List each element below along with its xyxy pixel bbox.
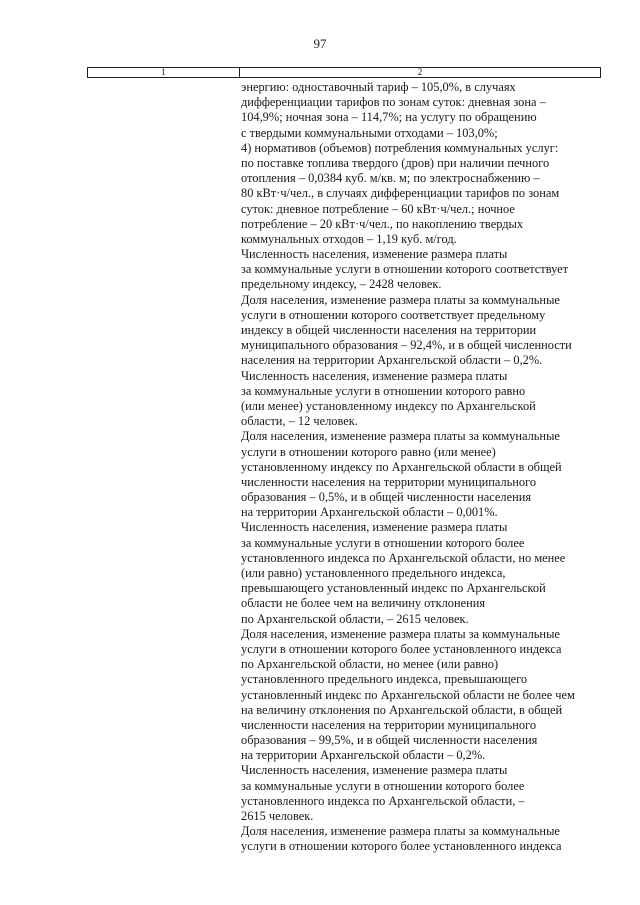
text-line: Доля населения, изменение размера платы за коммунальные [241,292,560,307]
text-line: за коммунальные услуги в отношении которого соответствует [241,262,569,277]
text-line: по Архангельской области, – 2615 человек. [241,611,469,626]
text-line: по Архангельской области, но менее (или равно) [241,657,499,672]
text-line: потребление – 20 кВт·ч/чел., по накоплению твердых [241,216,524,231]
text-line: 4) нормативов (объемов) потребления коммунальных услуг: [241,140,559,155]
text-line: населения на территории Архангельской области – 0,2%. [241,353,543,368]
text-line: Численность населения, изменение размера платы [241,368,508,383]
table-header-col-2: 2 [417,67,423,77]
text-line: 80 кВт·ч/чел., в случаях дифференциации тарифов по зонам [241,186,560,201]
text-line: услуги в отношении которого более установленного индекса [241,839,562,854]
page-number: 97 [313,36,327,51]
text-line: на величину отклонения по Архангельской области, в общей [241,702,563,717]
text-line: численности населения на территории муниципального [241,717,537,732]
text-line: Доля населения, изменение размера платы за коммунальные [241,824,560,839]
text-line: дифференциации тарифов по зонам суток: дневная зона – [241,95,546,110]
text-line: установленного предельного индекса, превышающего [241,672,528,687]
text-line: установленный индекс по Архангельской области не более чем [241,687,575,702]
text-line: (или менее) установленному индексу по Архангельской [241,398,536,413]
text-column [241,80,601,855]
text-line: 2615 человек. [241,809,314,823]
text-line: энергию: одноставочный тариф – 105,0%, в случаях [241,80,516,94]
text-line: суток: дневное потребление – 60 кВт·ч/чел.; ночное [241,201,515,216]
text-line: установленного индекса по Архангельской области, – [241,793,525,808]
text-line: области не более чем на величину отклонения [241,596,486,611]
text-line: образования – 0,5%, и в общей численности населения [241,490,532,505]
text-line: отопления – 0,0384 куб. м/кв. м; по электроснабжению – [241,171,540,186]
table-header-col-1: 1 [88,68,240,77]
text-line: Численность населения, изменение размера платы [241,763,508,778]
text-line: по поставке топлива твердого (дров) при наличии печного [241,155,550,170]
text-line: установленному индексу по Архангельской области в общей [241,459,562,474]
text-line: Численность населения, изменение размера платы [241,520,508,535]
table-header-row [87,67,601,78]
text-line: на территории Архангельской области – 0,2%. [241,748,486,763]
text-line: коммунальных отходов – 1,19 куб. м/год. [241,231,457,246]
text-line: муниципального образования – 92,4%, и в общей численности [241,338,572,353]
text-line: Доля населения, изменение размера платы за коммунальные [241,429,560,444]
text-line: услуги в отношении которого более установленного индекса [241,641,562,656]
text-line: Численность населения, изменение размера платы [241,247,508,262]
text-line: за коммунальные услуги в отношении которого равно [241,383,526,398]
text-line: с твердыми коммунальными отходами – 103,0%; [241,125,498,140]
text-line: 104,9%; ночная зона – 114,7%; на услугу по обращению [241,110,537,125]
text-line: индексу в общей численности населения на территории [241,323,537,337]
text-line: области, – 12 человек. [241,414,358,429]
text-line: установленного индекса по Архангельской области, но менее [241,550,566,565]
text-line: превышающего установленный индекс по Архангельской [241,581,546,596]
text-line: образования – 99,5%, и в общей численности населения [241,733,538,748]
text-line: численности населения на территории муниципального [241,474,537,489]
text-line: на территории Архангельской области – 0,001%. [241,505,498,520]
text-line: услуги в отношении которого равно (или менее) [241,444,496,459]
text-line: за коммунальные услуги в отношении которого более [241,778,525,793]
text-line: предельному индексу, – 2428 человек. [241,277,442,292]
text-line: Доля населения, изменение размера платы за коммунальные [241,626,560,641]
text-line: за коммунальные услуги в отношении которого более [241,535,525,550]
text-line: услуги в отношении которого соответствует предельному [241,307,546,322]
text-line: (или равно) установленного предельного индекса, [241,566,506,580]
